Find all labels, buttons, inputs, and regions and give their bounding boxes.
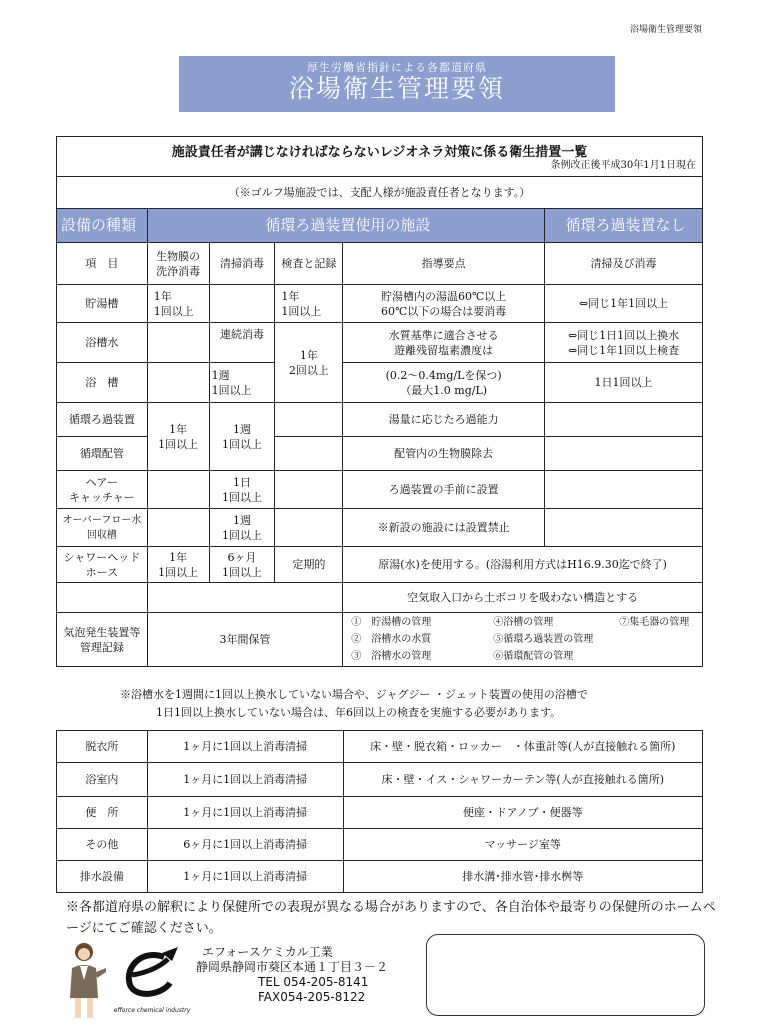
area-frequency: 1ヶ月に1回以上消毒清掃 [147, 861, 343, 893]
overflow-guidance: ※新設の施設には設置禁止 [343, 509, 545, 547]
hair-non-circ [545, 471, 703, 509]
bar-equipment-type: 設備の種類 [57, 209, 148, 243]
tank-cleaning [209, 285, 275, 323]
health-center-note: ※各都道府県の解釈により保健所での表現が異なる場合がありますので、各自治体や最寄りの保健所のホームページにてご確認ください。 [66, 900, 716, 936]
golf-note: （※ゴルフ場施設では、支配人様が施設責任者となります。） [57, 177, 703, 209]
record-item: ③ 浴槽水の管理 [351, 651, 432, 662]
hair-inspection [275, 471, 343, 509]
area-targets: 便座・ドアノブ・便器等 [343, 797, 702, 829]
piping-guidance: 配管内の生物膜除去 [343, 437, 545, 471]
air-intake-guidance: 空気取入口から土ボコリを吸わない構造とする [343, 583, 703, 613]
measures-table [56, 136, 703, 667]
area-targets: 床・壁・イス・シャワーカーテン等(人が直接触れる箇所) [343, 763, 702, 797]
bath-water-cleaning: 連続消毒 [209, 323, 275, 363]
table-heading-cell [57, 137, 703, 177]
tank-guidance: 貯湯槽内の湯温60℃以上 60℃以下の場合は要消毒 [343, 285, 545, 323]
bath-inspection: 1年 2回以上 [275, 323, 343, 403]
revision-date: 条例改正後平成30年1月1日現在 [550, 160, 696, 171]
shower-cleaning: 6ヶ月 1回以上 [209, 547, 275, 583]
shower-biofilm: 1年 1回以上 [147, 547, 209, 583]
col-cleaning: 清掃消毒 [209, 243, 275, 285]
row-tank: 貯湯槽 [57, 285, 148, 323]
row-piping: 循環配管 [57, 437, 148, 471]
note-line: ※浴槽水を1週間に1回以上換水していない場合や、ジャグジー ・ジェット装置の使用の浴槽で [120, 688, 588, 701]
filter-guidance: 湯量に応じたろ過能力 [343, 403, 545, 437]
company-logo [112, 945, 192, 1015]
area-frequency: 1ヶ月に1回以上消毒清掃 [147, 731, 343, 763]
hair-cleaning: 1日 1回以上 [209, 471, 275, 509]
area-frequency: 1ヶ月に1回以上消毒清掃 [147, 763, 343, 797]
record-item: ⑤循環ろ過装置の管理 [493, 634, 594, 645]
bath-water-non-circ: ⇔同じ1日1回以上換水 ⇔同じ1年1回以上検査 [545, 323, 703, 363]
bathtub-non-circ: 1日1回以上 [545, 363, 703, 403]
mascot-person-icon [62, 940, 106, 1020]
title-subtitle: 厚生労働省指針による各都道府県 [307, 61, 487, 74]
row-shower: シャワーヘッド ホース [57, 547, 148, 583]
stamp-box [426, 934, 705, 1016]
row-filter: 循環ろ過装置 [57, 403, 148, 437]
company-name: エフォースケミカル工業 [202, 945, 333, 959]
row-bathtub: 浴 槽 [57, 363, 148, 403]
overflow-non-circ [545, 509, 703, 547]
table-heading: 施設責任者が講じなければならないレジオネラ対策に係る衛生措置一覧 [171, 145, 588, 160]
area-frequency: 6ヶ月に1回以上消毒清掃 [147, 829, 343, 861]
area-name: 浴室内 [57, 763, 148, 797]
water-change-note [120, 686, 588, 722]
shower-inspection: 定期的 [275, 547, 343, 583]
hair-biofilm [147, 471, 209, 509]
records-retention: 3年間保管 [147, 613, 342, 667]
area-name: 脱衣所 [57, 731, 148, 763]
overflow-cleaning: 1週 1回以上 [209, 509, 275, 547]
logo-tagline: efforce chemical industry [113, 1007, 191, 1014]
bath-water-biofilm [147, 323, 209, 363]
col-biofilm: 生物膜の洗浄消毒 [147, 243, 209, 285]
area-targets: マッサージ室等 [343, 829, 702, 861]
records-list [343, 613, 703, 667]
bath-water-guidance: 水質基準に適合させる 遊離残留塩素濃度は [343, 323, 545, 363]
row-records: 気泡発生装置等 管理記録 [57, 613, 148, 667]
company-tel: TEL 054-205-8141 [258, 975, 369, 989]
filter-cleaning: 1週 1回以上 [209, 403, 275, 471]
area-targets: 床・壁・脱衣箱・ロッカー ・体重計等(人が直接触れる箇所) [343, 731, 702, 763]
row-overflow: オーバーフロー水 回収槽 [57, 509, 148, 547]
bar-non-circulating: 循環ろ過装置なし [545, 209, 703, 243]
area-name: その他 [57, 829, 148, 861]
record-item: ⑥循環配管の管理 [493, 651, 574, 662]
tank-biofilm: 1年 1回以上 [147, 285, 209, 323]
logo-e-icon [112, 945, 192, 1001]
col-non-circ: 清掃及び消毒 [545, 243, 703, 285]
cleaning-table [56, 730, 703, 893]
filter-biofilm: 1年 1回以上 [147, 403, 209, 471]
row-bath-water: 浴槽水 [57, 323, 148, 363]
bathtub-cleaning: 1週 1回以上 [209, 363, 275, 403]
area-name: 便 所 [57, 797, 148, 829]
row-hair-catcher: ヘアー キャッチャー [57, 471, 148, 509]
piping-non-circ [545, 437, 703, 471]
tank-non-circ: ⇔同じ1年1回以上 [545, 285, 703, 323]
company-fax: FAX054-205-8122 [258, 990, 366, 1004]
page-title: 浴場衛生管理要領 [288, 74, 505, 103]
record-item: ② 浴槽水の水質 [351, 634, 432, 645]
header-doc-title: 浴場衛生管理要領 [629, 25, 702, 35]
area-frequency: 1ヶ月に1回以上消毒清掃 [147, 797, 343, 829]
area-name: 排水設備 [57, 861, 148, 893]
company-info [196, 945, 388, 1005]
bathtub-biofilm [147, 363, 209, 403]
col-inspection: 検査と記録 [275, 243, 343, 285]
note-line: 1日1回以上換水していない場合は、年6回以上の検査を実施する必要があります。 [156, 706, 562, 719]
hair-guidance: ろ過装置の手前に設置 [343, 471, 545, 509]
overflow-inspection [275, 509, 343, 547]
air-intake-item [57, 583, 148, 613]
col-guidance: 指導要点 [343, 243, 545, 285]
title-banner [179, 56, 615, 112]
record-item: ⑦集毛器の管理 [619, 617, 690, 628]
bathtub-guidance: (0.2〜0.4mg/Lを保つ) （最大1.0 mg/L) [343, 363, 545, 403]
tank-inspection: 1年 1回以上 [275, 285, 343, 323]
piping-inspection [275, 437, 343, 471]
bar-circulating: 循環ろ過装置使用の施設 [147, 209, 544, 243]
filter-inspection [275, 403, 343, 437]
company-address: 静岡県静岡市葵区本通１丁目３－２ [196, 960, 389, 974]
overflow-biofilm [147, 509, 209, 547]
shower-guidance: 原湯(水)を使用する。(浴湯利用方式はH16.9.30迄で終了) [343, 547, 703, 583]
col-item: 項 目 [57, 243, 148, 285]
area-targets: 排水溝･排水管･排水桝等 [343, 861, 702, 893]
record-item: ① 貯湯槽の管理 [351, 617, 432, 628]
air-intake-blank [147, 583, 342, 613]
filter-non-circ [545, 403, 703, 437]
record-item: ④浴槽の管理 [493, 617, 554, 628]
